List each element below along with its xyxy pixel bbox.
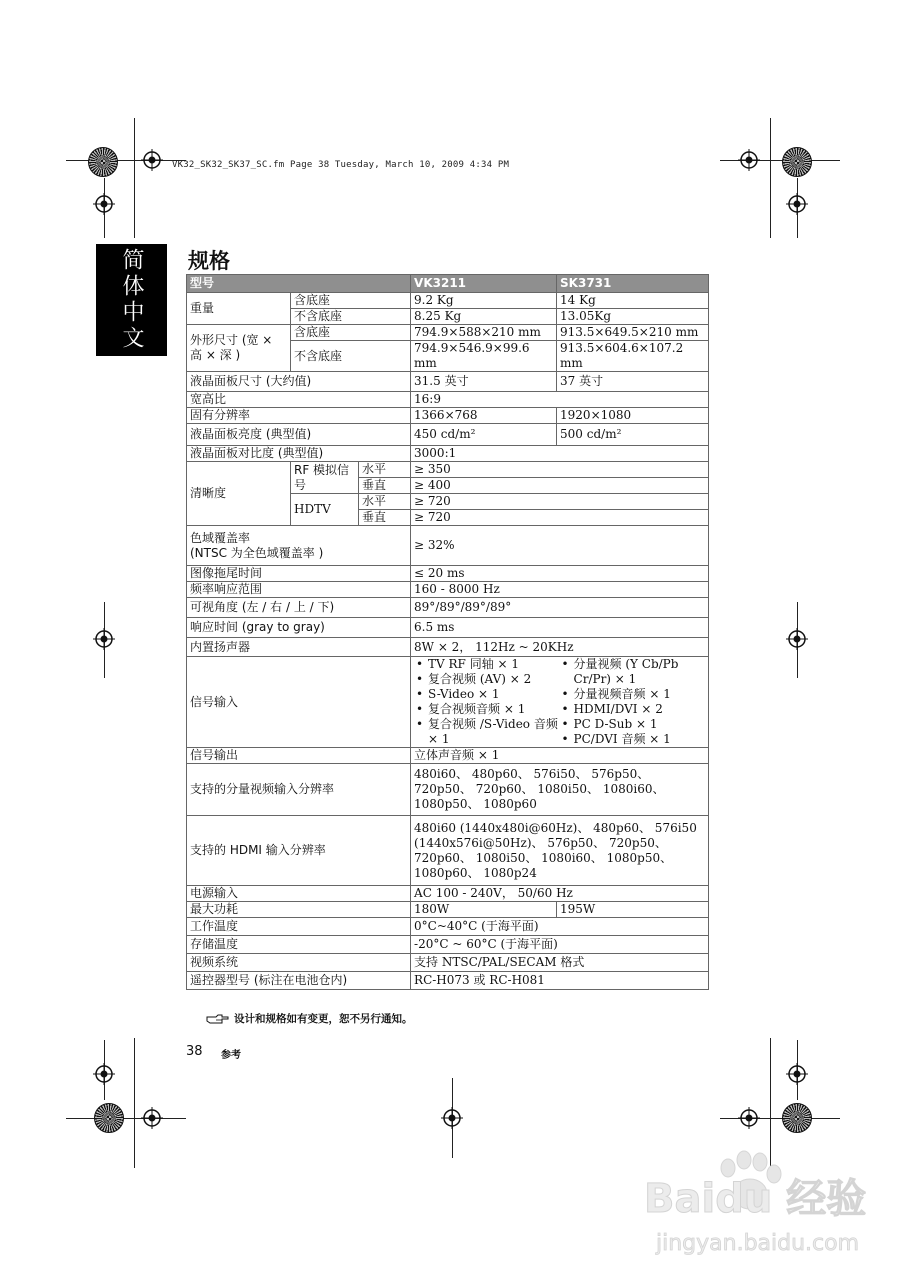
cell-value: 794.9×588×210 mm: [411, 325, 557, 341]
row-sublabel: 不含底座: [291, 309, 411, 325]
cell-value: ≥ 32%: [411, 526, 709, 566]
row-label: 液晶面板对比度 (典型值): [187, 446, 411, 462]
table-row: [187, 657, 709, 748]
table-row: [187, 462, 709, 478]
table-row: [187, 618, 709, 638]
row-sublabel: 含底座: [291, 293, 411, 309]
cell-value: ≥ 720: [411, 510, 709, 526]
cell-value: 0°C~40°C (于海平面): [411, 918, 709, 936]
table-row: [187, 954, 709, 972]
row-sublabel: 水平: [359, 462, 411, 478]
registration-mark-icon: [141, 149, 163, 171]
row-label: 遥控器型号 (标注在电池仓内): [187, 972, 411, 990]
registration-mark-icon: [786, 193, 808, 215]
cell-value: AC 100 - 240V， 50/60 Hz: [411, 886, 709, 902]
cell-value: 16:9: [411, 392, 709, 408]
table-header-row: [187, 275, 709, 293]
watermark-brand: Baidu 经验: [644, 1176, 867, 1222]
list-item: • PC/DVI 音频 × 1: [560, 732, 706, 747]
table-row: [187, 816, 709, 886]
row-label: 视频系统: [187, 954, 411, 972]
row-sublabel: HDTV: [291, 494, 359, 526]
cell-value: 1920×1080: [557, 408, 709, 424]
row-label: [187, 526, 411, 566]
color-dial-icon: [88, 147, 118, 177]
row-label: 支持的 HDMI 输入分辨率: [187, 816, 411, 886]
table-row: [187, 886, 709, 902]
row-label: 重量: [187, 293, 291, 325]
header-sk3731: SK3731: [557, 275, 709, 293]
cell-value: 支持 NTSC/PAL/SECAM 格式: [411, 954, 709, 972]
table-row: [187, 638, 709, 657]
cell-value: 8W × 2， 112Hz ~ 20KHz: [411, 638, 709, 657]
color-dial-icon: [782, 147, 812, 177]
registration-mark-icon: [738, 149, 760, 171]
row-sublabel: RF 模拟信号: [291, 462, 359, 494]
cell-value: 37 英寸: [557, 372, 709, 392]
table-row: [187, 598, 709, 618]
cell-value: -20°C ~ 60°C (于海平面): [411, 936, 709, 954]
table-row: [187, 748, 709, 764]
cell-value: 480i60、 480p60、 576i50、 576p50、 720p50、 720p60、 1080i50、 1080i60、 1080p50、 1080p60: [411, 764, 709, 816]
cell-value: 913.5×604.6×107.2 mm: [557, 341, 709, 372]
cell-value: ≥ 720: [411, 494, 709, 510]
row-sublabel: 不含底座: [291, 341, 411, 372]
cell-value: 89°/89°/89°/89°: [411, 598, 709, 618]
gamut-label: 色域覆盖率: [190, 530, 251, 545]
registration-mark-icon: [93, 1063, 115, 1085]
row-sublabel: 含底座: [291, 325, 411, 341]
registration-mark-icon: [93, 628, 115, 650]
row-sublabel: 垂直: [359, 478, 411, 494]
cell-value: 6.5 ms: [411, 618, 709, 638]
row-label: 支持的分量视频输入分辨率: [187, 764, 411, 816]
cell-value: [411, 657, 709, 748]
row-label: 电源输入: [187, 886, 411, 902]
file-header: VK32_SK32_SK37_SC.fm Page 38 Tuesday, March 10, 2009 4:34 PM: [172, 160, 510, 170]
color-dial-icon: [94, 1103, 124, 1133]
cell-value: 14 Kg: [557, 293, 709, 309]
row-label: 液晶面板亮度 (典型值): [187, 424, 411, 446]
table-row: [187, 582, 709, 598]
cell-value: 160 - 8000 Hz: [411, 582, 709, 598]
table-row: [187, 526, 709, 566]
registration-mark-icon: [786, 1063, 808, 1085]
cell-value: 9.2 Kg: [411, 293, 557, 309]
page-section: 参考: [221, 1050, 241, 1061]
row-label: 宽高比: [187, 392, 411, 408]
table-row: [187, 372, 709, 392]
row-label: 频率响应范围: [187, 582, 411, 598]
note-hand-icon: [206, 1013, 230, 1025]
language-tab: [96, 244, 167, 356]
input-list-right: [560, 657, 706, 747]
baidu-watermark: [640, 1150, 870, 1260]
row-label: 液晶面板尺寸 (大约值): [187, 372, 411, 392]
cell-value: ≥ 350: [411, 462, 709, 478]
row-label: 工作温度: [187, 918, 411, 936]
row-label: 外形尺寸 (宽 × 高 × 深 ): [187, 325, 291, 372]
page-number: 38: [186, 1044, 203, 1059]
cell-value: ≤ 20 ms: [411, 566, 709, 582]
table-row: [187, 424, 709, 446]
table-row: [187, 408, 709, 424]
row-label: 固有分辨率: [187, 408, 411, 424]
table-row: [187, 392, 709, 408]
row-label: 内置扬声器: [187, 638, 411, 657]
table-row: [187, 902, 709, 918]
registration-mark-icon: [441, 1107, 463, 1129]
cell-value: 3000:1: [411, 446, 709, 462]
footnote-text: 设计和规格如有变更，恕不另行通知。: [234, 1013, 413, 1025]
page-title: 规格: [188, 249, 230, 273]
list-item: • 复合视频 /S-Video 音频 × 1: [414, 717, 560, 747]
row-label: 清晰度: [187, 462, 291, 526]
cell-value: 913.5×649.5×210 mm: [557, 325, 709, 341]
registration-mark-icon: [141, 1107, 163, 1129]
table-row: [187, 918, 709, 936]
cell-value: 13.05Kg: [557, 309, 709, 325]
cell-value: 8.25 Kg: [411, 309, 557, 325]
registration-mark-icon: [786, 628, 808, 650]
header-model: 型号: [187, 275, 411, 293]
list-item: • 复合视频音频 × 1: [414, 702, 560, 717]
gamut-sublabel: (NTSC 为全色域覆盖率 ): [190, 545, 324, 560]
row-label: 响应时间 (gray to gray): [187, 618, 411, 638]
cell-value: 794.9×546.9×99.6 mm: [411, 341, 557, 372]
table-row: [187, 936, 709, 954]
list-item: • TV RF 同轴 × 1: [414, 657, 560, 672]
row-sublabel: 垂直: [359, 510, 411, 526]
list-item: • 复合视频 (AV) × 2: [414, 672, 560, 687]
list-item: • HDMI/DVI × 2: [560, 702, 706, 717]
table-row: [187, 764, 709, 816]
table-row: [187, 446, 709, 462]
table-row: [187, 566, 709, 582]
cell-value: 195W: [557, 902, 709, 918]
row-label: 信号输出: [187, 748, 411, 764]
row-label: 图像拖尾时间: [187, 566, 411, 582]
cell-value: 31.5 英寸: [411, 372, 557, 392]
cell-value: 500 cd/m²: [557, 424, 709, 446]
watermark-url: jingyan.baidu.com: [656, 1231, 860, 1256]
input-list: [414, 657, 705, 747]
footnote: [206, 1011, 413, 1026]
color-dial-icon: [782, 1103, 812, 1133]
cell-value: 180W: [411, 902, 557, 918]
list-item: • 分量视频 (Y Cb/Pb Cr/Pr) × 1: [560, 657, 706, 687]
cell-value: 立体声音频 × 1: [411, 748, 709, 764]
cell-value: RC-H073 或 RC-H081: [411, 972, 709, 990]
cell-value: ≥ 400: [411, 478, 709, 494]
list-item: • PC D-Sub × 1: [560, 717, 706, 732]
row-sublabel: 水平: [359, 494, 411, 510]
row-label: 信号输入: [187, 657, 411, 748]
header-vk3211: VK3211: [411, 275, 557, 293]
language-tab-label: 简体中文: [119, 248, 144, 352]
registration-mark-icon: [93, 193, 115, 215]
row-label: 可视角度 (左 / 右 / 上 / 下): [187, 598, 411, 618]
cell-value: 1366×768: [411, 408, 557, 424]
table-row: [187, 293, 709, 309]
registration-mark-icon: [738, 1107, 760, 1129]
row-label: 存储温度: [187, 936, 411, 954]
cell-value: 450 cd/m²: [411, 424, 557, 446]
cell-value: 480i60 (1440x480i@60Hz)、 480p60、 576i50 (1440x576i@50Hz)、 576p50、 720p50、 720p60、 1080i50、 1080i60、 1080p50、 1080p60、 1080p24: [411, 816, 709, 886]
table-row: [187, 325, 709, 341]
list-item: • 分量视频音频 × 1: [560, 687, 706, 702]
row-label: 最大功耗: [187, 902, 411, 918]
list-item: • S-Video × 1: [414, 687, 560, 702]
spec-table: [186, 274, 709, 990]
input-list-left: [414, 657, 560, 747]
table-row: [187, 972, 709, 990]
